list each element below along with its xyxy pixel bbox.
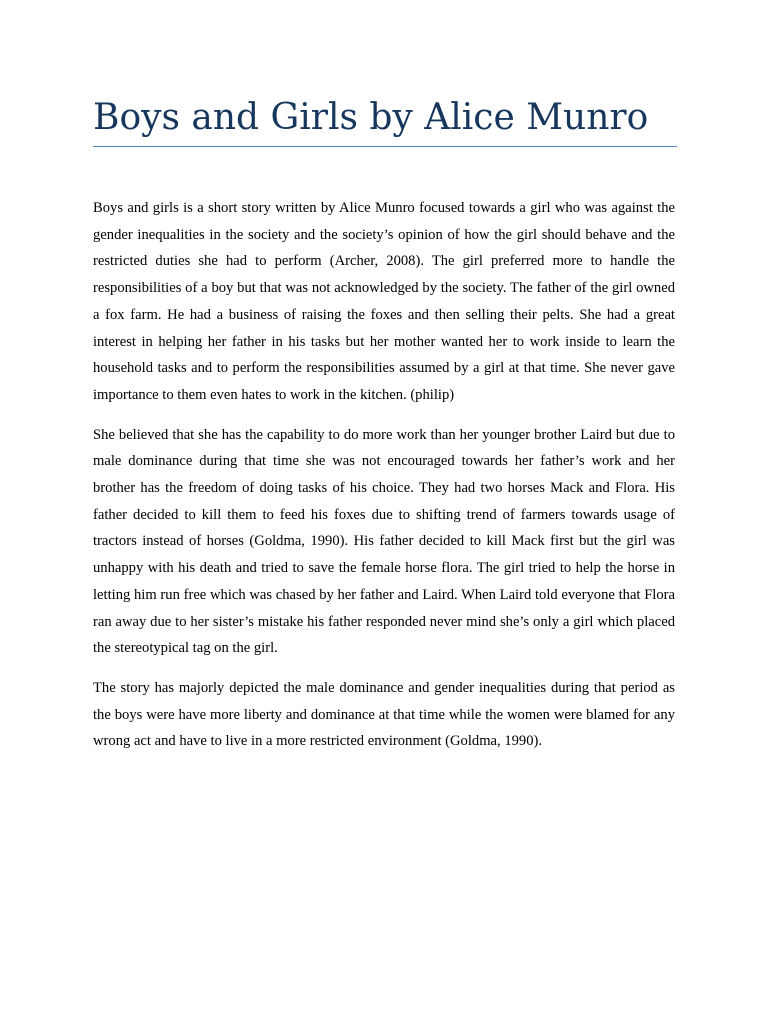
document-title: Boys and Girls by Alice Munro — [93, 97, 649, 138]
paragraph-3: The story has majorly depicted the male dominance and gender inequalities during that period as the boys were have more liberty and dominance at that time while the women were blamed for any wrong act and have to live in a more restricted environment (Goldma, 1990). — [93, 679, 675, 750]
paragraph-1: Boys and girls is a short story written by Alice Munro focused towards a girl who was against the gender inequalities in the society and the society’s opinion of how the girl should behave and the restricted duties she had to perform (Archer, 2008). The girl preferred more to handle the responsibilities of a boy but that was not acknowledged by the society. The father of the girl owned a fox farm. He had a business of raising the foxes and then selling their pelts. She had a great interest in helping her father in his tasks but her mother wanted her to work inside to learn the household tasks and to perform the responsibilities assumed by a girl at that time. She never gave importance to them even hates to work in the kitchen. (philip) — [93, 200, 675, 403]
document-body — [93, 195, 675, 768]
paragraph-2: She believed that she has the capability to do more work than her younger brother Laird but due to male dominance during that time she was not encouraged towards her father’s work and her brother has the freedom of doing tasks of his choice. They had two horses Mack and Flora. His father decided to kill them to feed his foxes due to shifting trend of farmers towards usage of tractors instead of horses (Goldma, 1990). His father decided to kill Mack first but the girl was unhappy with his death and tried to save the female horse flora. The girl tried to help the horse in letting him run free which was chased by her father and Laird. When Laird told everyone that Flora ran away due to her sister’s mistake his father responded never mind she’s only a girl which placed the stereotypical tag on the girl. — [93, 426, 675, 657]
title-underline-rule — [93, 146, 677, 147]
